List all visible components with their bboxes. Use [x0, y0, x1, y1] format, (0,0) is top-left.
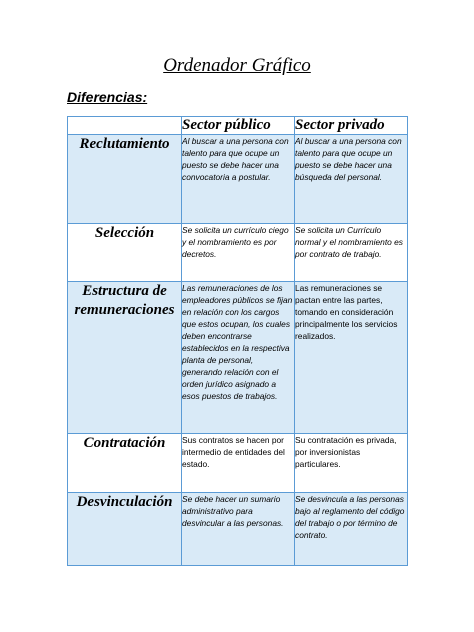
cell-reclutamiento-publico: Al buscar a una persona con talento para que ocupe un puesto se debe hacer una convocatoria a postular.: [182, 135, 295, 224]
cell-estructura-privado: Las remuneraciones se pactan entre las partes, tomando en consideración principalmente los servicios realizados.: [295, 282, 408, 434]
row-label-reclutamiento: Reclutamiento: [68, 135, 182, 224]
column-header-publico: Sector público: [182, 117, 295, 135]
cell-reclutamiento-privado: Al buscar a una persona con talento para que ocupe un puesto se debe hacer una búsqueda del personal.: [295, 135, 408, 224]
row-label-estructura: Estructura de remuneraciones: [68, 282, 182, 434]
table-row-contratacion: [68, 434, 408, 493]
cell-desvinculacion-privado: Se desvincula a las personas bajo al reglamento del código del trabajo o por término de contrato.: [295, 493, 408, 566]
cell-contratacion-publico: Sus contratos se hacen por intermedio de entidades del estado.: [182, 434, 295, 493]
table-row-reclutamiento: [68, 135, 408, 224]
section-heading: Diferencias:: [67, 89, 148, 105]
header-row: [68, 117, 408, 135]
column-header-privado: Sector privado: [295, 117, 408, 135]
corner-cell: [68, 117, 182, 135]
row-label-desvinculacion: Desvinculación: [68, 493, 182, 566]
table-row-seleccion: [68, 224, 408, 282]
row-label-seleccion: Selección: [68, 224, 182, 282]
table-row-desvinculacion: [68, 493, 408, 566]
comparison-table: [67, 116, 408, 566]
table-row-estructura: [68, 282, 408, 434]
page-title: Ordenador Gráfico: [163, 55, 311, 76]
cell-seleccion-privado: Se solicita un Currículo normal y el nombramiento es por contrato de trabajo.: [295, 224, 408, 282]
cell-desvinculacion-publico: Se debe hacer un sumario administrativo para desvincular a las personas.: [182, 493, 295, 566]
cell-contratacion-privado: Su contratación es privada, por inversionistas particulares.: [295, 434, 408, 493]
row-label-contratacion: Contratación: [68, 434, 182, 493]
cell-estructura-publico: Las remuneraciones de los empleadores públicos se fijan en relación con los cargos que estos ocupan, los cuales deben encontrarse establecidos en la respectiva planta de personal, generando relación con el orden jurídico asignado a esos puestos de trabajos.: [182, 282, 295, 434]
cell-seleccion-publico: Se solicita un currículo ciego y el nombramiento es por decretos.: [182, 224, 295, 282]
